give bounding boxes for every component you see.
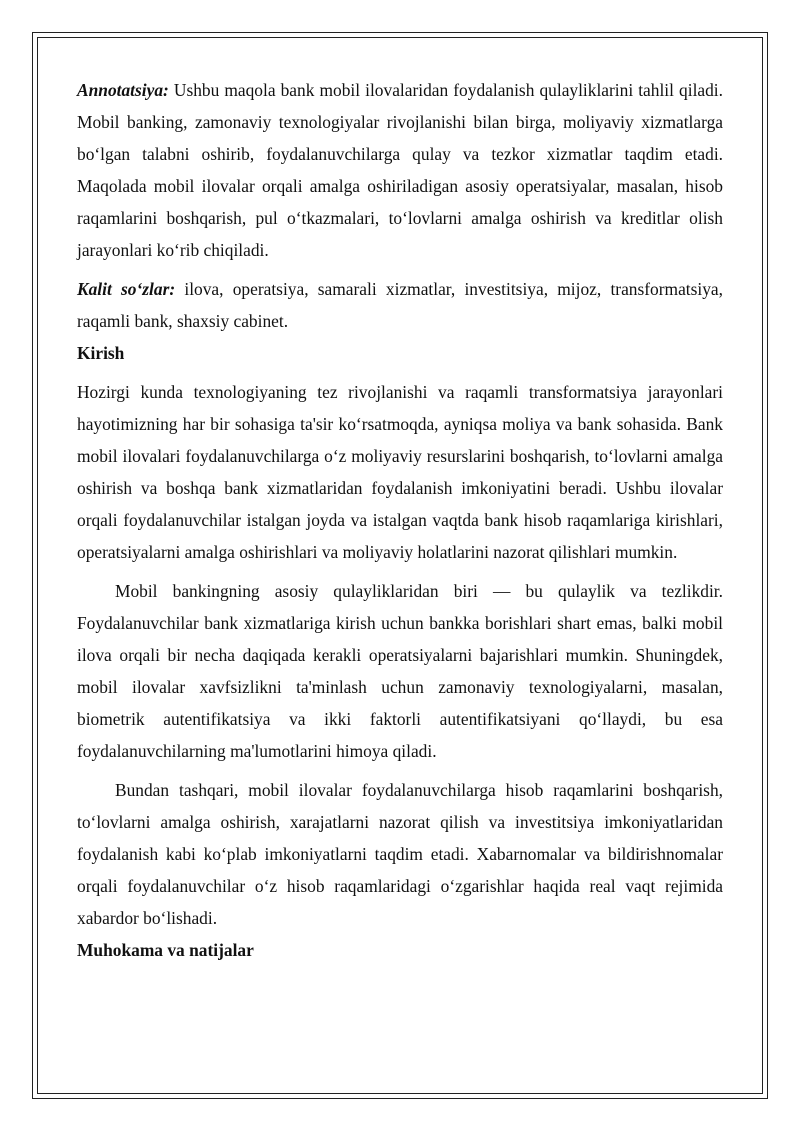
intro-heading: Kirish — [77, 343, 125, 363]
discussion-heading: Muhokama va natijalar — [77, 940, 254, 960]
keywords-label: Kalit so‘zlar: — [77, 279, 176, 299]
keywords-text: ilova, operatsiya, samarali xizmatlar, investitsiya, mijoz, transformatsiya, raqamli bank, shaxsiy cabinet. — [77, 279, 723, 331]
abstract-label: Annotatsiya: — [77, 80, 169, 100]
keywords-paragraph — [77, 273, 723, 337]
document-body — [77, 74, 723, 966]
abstract-paragraph — [77, 74, 723, 266]
intro-paragraph-2: Mobil bankingning asosiy qulayliklaridan biri — bu qulaylik va tezlikdir. Foydalanuvchilar bank xizmatlariga kirish uchun bankka borishlari shart emas, balki mobil ilova orqali bir necha daqiqada kerakli operatsiyalarni bajarishlari mumkin. Shuningdek, mobil ilovalar xavfsizlikni ta'minlash uchun zamonaviy texnologiyalarni, masalan, biometrik autentifikatsiya va ikki faktorli autentifikatsiyani qo‘llaydi, bu esa foydalanuvchilarning ma'lumotlarini himoya qiladi. — [77, 581, 723, 761]
intro-paragraph-1: Hozirgi kunda texnologiyaning tez rivojlanishi va raqamli transformatsiya jarayonlari hayotimizning har bir sohasiga ta'sir ko‘rsatmoqda, ayniqsa moliya va bank sohasida. Bank mobil ilovalari foydalanuvchilarga o‘z moliyaviy resurslarini boshqarish, to‘lovlarni amalga oshirish va boshqa bank xizmatlaridan foydalanish imkoniyatini beradi. Ushbu ilovalar orqali foydalanuvchilar istalgan joyda va istalgan vaqtda bank hisob raqamlariga kirishlari, operatsiyalarni amalga oshirishlari va moliyaviy holatlarini nazorat qilishlari mumkin. — [77, 382, 723, 562]
abstract-text: Ushbu maqola bank mobil ilovalaridan foydalanish qulayliklarini tahlil qiladi. Mobil banking, zamonaviy texnologiyalar rivojlanishi bilan birga, moliyaviy xizmatlarga bo‘lgan talabni oshirib, foydalanuvchilarga qulay va tezkor xizmatlar taqdim etadi. Maqolada mobil ilovalar orqali amalga oshiriladigan asosiy operatsiyalar, masalan, hisob raqamlarini boshqarish, pul o‘tkazmalari, to‘lovlarni amalga oshirish va kreditlar olish jarayonlari ko‘rib chiqiladi. — [77, 80, 723, 260]
intro-paragraph-3: Bundan tashqari, mobil ilovalar foydalanuvchilarga hisob raqamlarini boshqarish, to‘lovlarni amalga oshirish, xarajatlarni nazorat qilish va investitsiya imkoniyatlaridan foydalanish kabi ko‘plab imkoniyatlarni taqdim etadi. Xabarnomalar va bildirishnomalar orqali foydalanuvchilar o‘z hisob raqamlaridagi o‘zgarishlar haqida real vaqt rejimida xabardor bo‘lishadi. — [77, 780, 723, 928]
